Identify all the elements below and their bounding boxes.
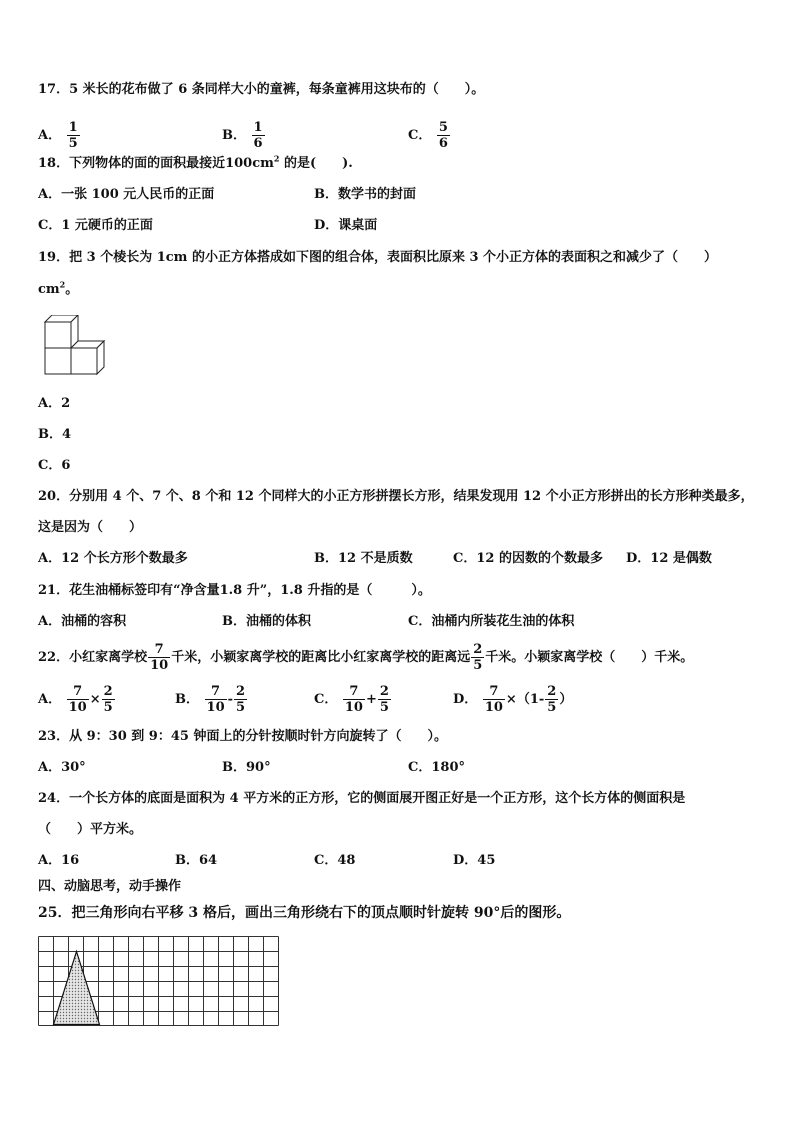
q18-option-c[interactable]: C．1 元硬币的正面 — [38, 218, 153, 233]
q19-option-c[interactable]: C．6 — [38, 458, 71, 473]
question-24-line1: 24．一个长方体的底面是面积为 4 平方米的正方形，它的侧面展开图正好是一个正方形，这个长方体的侧面积是 — [38, 791, 686, 806]
option-letter: D． — [453, 692, 478, 707]
top-cube-front-face — [45, 322, 71, 348]
q21-option-a[interactable]: A．油桶的容积 — [38, 614, 127, 629]
q23-option-c[interactable]: C．180° — [408, 760, 465, 775]
fraction-numerator: 7 — [148, 642, 170, 658]
q22-option-b[interactable] — [175, 684, 248, 716]
fraction-denominator: 5 — [473, 658, 483, 673]
question-17-text: 17．5 米长的花布做了 6 条同样大小的童裤，每条童裤用这块布的（ ）。 — [38, 82, 485, 97]
fraction-denominator: 10 — [206, 700, 225, 715]
question-21-text: 21．花生油桶标签印有“净含量1.8 升”，1.8 升指的是（ ）。 — [38, 583, 431, 598]
option-letter: C． — [314, 692, 338, 707]
superscript: 2 — [273, 153, 280, 164]
fraction-denominator: 10 — [484, 700, 503, 715]
option-letter: C． — [408, 128, 432, 143]
q18-text-main: 18．下列物体的面的面积最接近100cm — [38, 156, 274, 171]
fraction-numerator: 2 — [379, 684, 389, 699]
q24-option-d[interactable]: D．45 — [453, 853, 496, 868]
fraction-denominator: 10 — [68, 700, 87, 715]
q21-option-b[interactable]: B．油桶的体积 — [222, 614, 311, 629]
fraction-denominator: 10 — [344, 700, 363, 715]
fraction-denominator: 6 — [438, 136, 448, 151]
q21-option-c[interactable]: C．油桶内所装花生油的体积 — [408, 614, 575, 629]
question-19-text: 19．把 3 个棱长为 1cm 的小正方体搭成如下图的组合体，表面积比原来 3 个小正方体的表面积之和减少了（ ） — [38, 250, 718, 265]
fraction-numerator: 2 — [473, 642, 483, 657]
question-25-text: 25．把三角形向右平移 3 格后，画出三角形绕右下的顶点顺时针旋转 90°后的图形。 — [38, 905, 571, 921]
question-20-line1: 20．分别用 4 个、7 个、8 个和 12 个同样大的小正方形拼摆长方形，结果发现用 12 个小正方形拼出的长方形种类最多， — [38, 489, 754, 504]
fraction — [102, 684, 115, 715]
section-heading: 四、动脑思考，动手操作 — [38, 879, 182, 894]
q19-option-a[interactable]: A．2 — [38, 396, 71, 411]
q18-option-a[interactable]: A．一张 100 元人民币的正面 — [38, 187, 215, 202]
operator: + — [365, 692, 377, 707]
fraction — [67, 684, 89, 715]
fraction-denominator: 5 — [379, 700, 389, 715]
grid-with-triangle-figure — [38, 936, 280, 1026]
fraction — [343, 684, 365, 715]
q17-option-a[interactable] — [38, 120, 81, 151]
question-24-line2: （ ）平方米。 — [38, 822, 143, 837]
option-letter: A． — [38, 128, 62, 143]
option-letter: A． — [38, 692, 62, 707]
q20-option-d[interactable]: D．12 是偶数 — [626, 551, 712, 566]
fraction-denominator: 5 — [68, 136, 78, 151]
bottom-right-cube-front-face — [71, 348, 97, 374]
fraction-numerator: 2 — [103, 684, 113, 699]
fraction — [67, 120, 80, 151]
fraction-numerator: 7 — [205, 684, 227, 700]
fraction-denominator: 5 — [547, 700, 557, 715]
fraction — [483, 684, 505, 715]
q22-option-d[interactable] — [453, 684, 572, 716]
q22-text-part3: 千米。小颖家离学校（ ）千米。 — [485, 650, 694, 665]
fraction-numerator: 1 — [253, 120, 263, 135]
fraction-numerator: 2 — [236, 684, 246, 699]
question-22-text — [38, 642, 693, 674]
paren-open: （1- — [516, 692, 545, 707]
q18-text-end: 的是( ). — [279, 156, 353, 171]
fraction-numerator: 2 — [547, 684, 557, 699]
q24-option-b[interactable]: B．64 — [175, 853, 218, 868]
operator: × — [89, 692, 101, 707]
fraction — [378, 684, 391, 715]
fraction-numerator: 7 — [343, 684, 365, 700]
bottom-left-cube-front-face — [45, 348, 71, 374]
q19-option-b[interactable]: B．4 — [38, 427, 72, 442]
fraction-numerator: 1 — [68, 120, 78, 135]
q24-option-c[interactable]: C．48 — [314, 853, 356, 868]
unit-end: 。 — [65, 282, 79, 297]
shaded-triangle — [54, 952, 100, 1025]
q23-option-b[interactable]: B．90° — [222, 760, 271, 775]
fraction-denominator: 5 — [236, 700, 246, 715]
fraction — [545, 684, 558, 715]
q20-option-b[interactable]: B．12 不是质数 — [314, 551, 413, 566]
fraction-denominator: 5 — [103, 700, 113, 715]
superscript: 2 — [59, 279, 66, 290]
question-18-text — [38, 153, 353, 172]
q17-option-c[interactable] — [408, 120, 451, 151]
fraction-numerator: 7 — [67, 684, 89, 700]
option-letter: B． — [222, 128, 246, 143]
operator: × — [505, 692, 517, 707]
operator: - — [227, 692, 234, 707]
question-20-line2: 这是因为（ ） — [38, 520, 143, 535]
paren-close: ） — [559, 692, 573, 707]
unit-text: cm — [38, 282, 60, 297]
q18-option-b[interactable]: B．数学书的封面 — [314, 187, 416, 202]
option-letter: B． — [175, 692, 199, 707]
fraction-numerator: 7 — [483, 684, 505, 700]
fraction — [205, 684, 227, 715]
q20-option-c[interactable]: C．12 的因数的个数最多 — [453, 551, 603, 566]
question-23-text: 23．从 9：30 到 9：45 钟面上的分针按顺时针方向旋转了（ ）。 — [38, 729, 447, 744]
fraction — [437, 120, 450, 151]
fraction — [234, 684, 247, 715]
q24-option-a[interactable]: A．16 — [38, 853, 80, 868]
fraction — [252, 120, 265, 151]
question-19-unit — [38, 279, 79, 298]
fraction — [148, 642, 170, 673]
q23-option-a[interactable]: A．30° — [38, 760, 86, 775]
fraction-denominator: 10 — [150, 658, 169, 673]
q22-option-c[interactable] — [314, 684, 392, 716]
cube-combination-figure — [44, 315, 108, 379]
q22-text-part2: 千米，小颖家离学校的距离比小红家离学校的距离远 — [171, 650, 471, 665]
fraction — [471, 642, 484, 673]
fraction-numerator: 5 — [438, 120, 448, 135]
q22-option-a[interactable] — [38, 684, 116, 716]
q17-option-b[interactable] — [222, 120, 266, 151]
q22-text-part1: 22．小红家离学校 — [38, 650, 148, 665]
fraction-denominator: 6 — [253, 136, 263, 151]
q20-option-a[interactable]: A．12 个长方形个数最多 — [38, 551, 188, 566]
q18-option-d[interactable]: D．课桌面 — [314, 218, 378, 233]
